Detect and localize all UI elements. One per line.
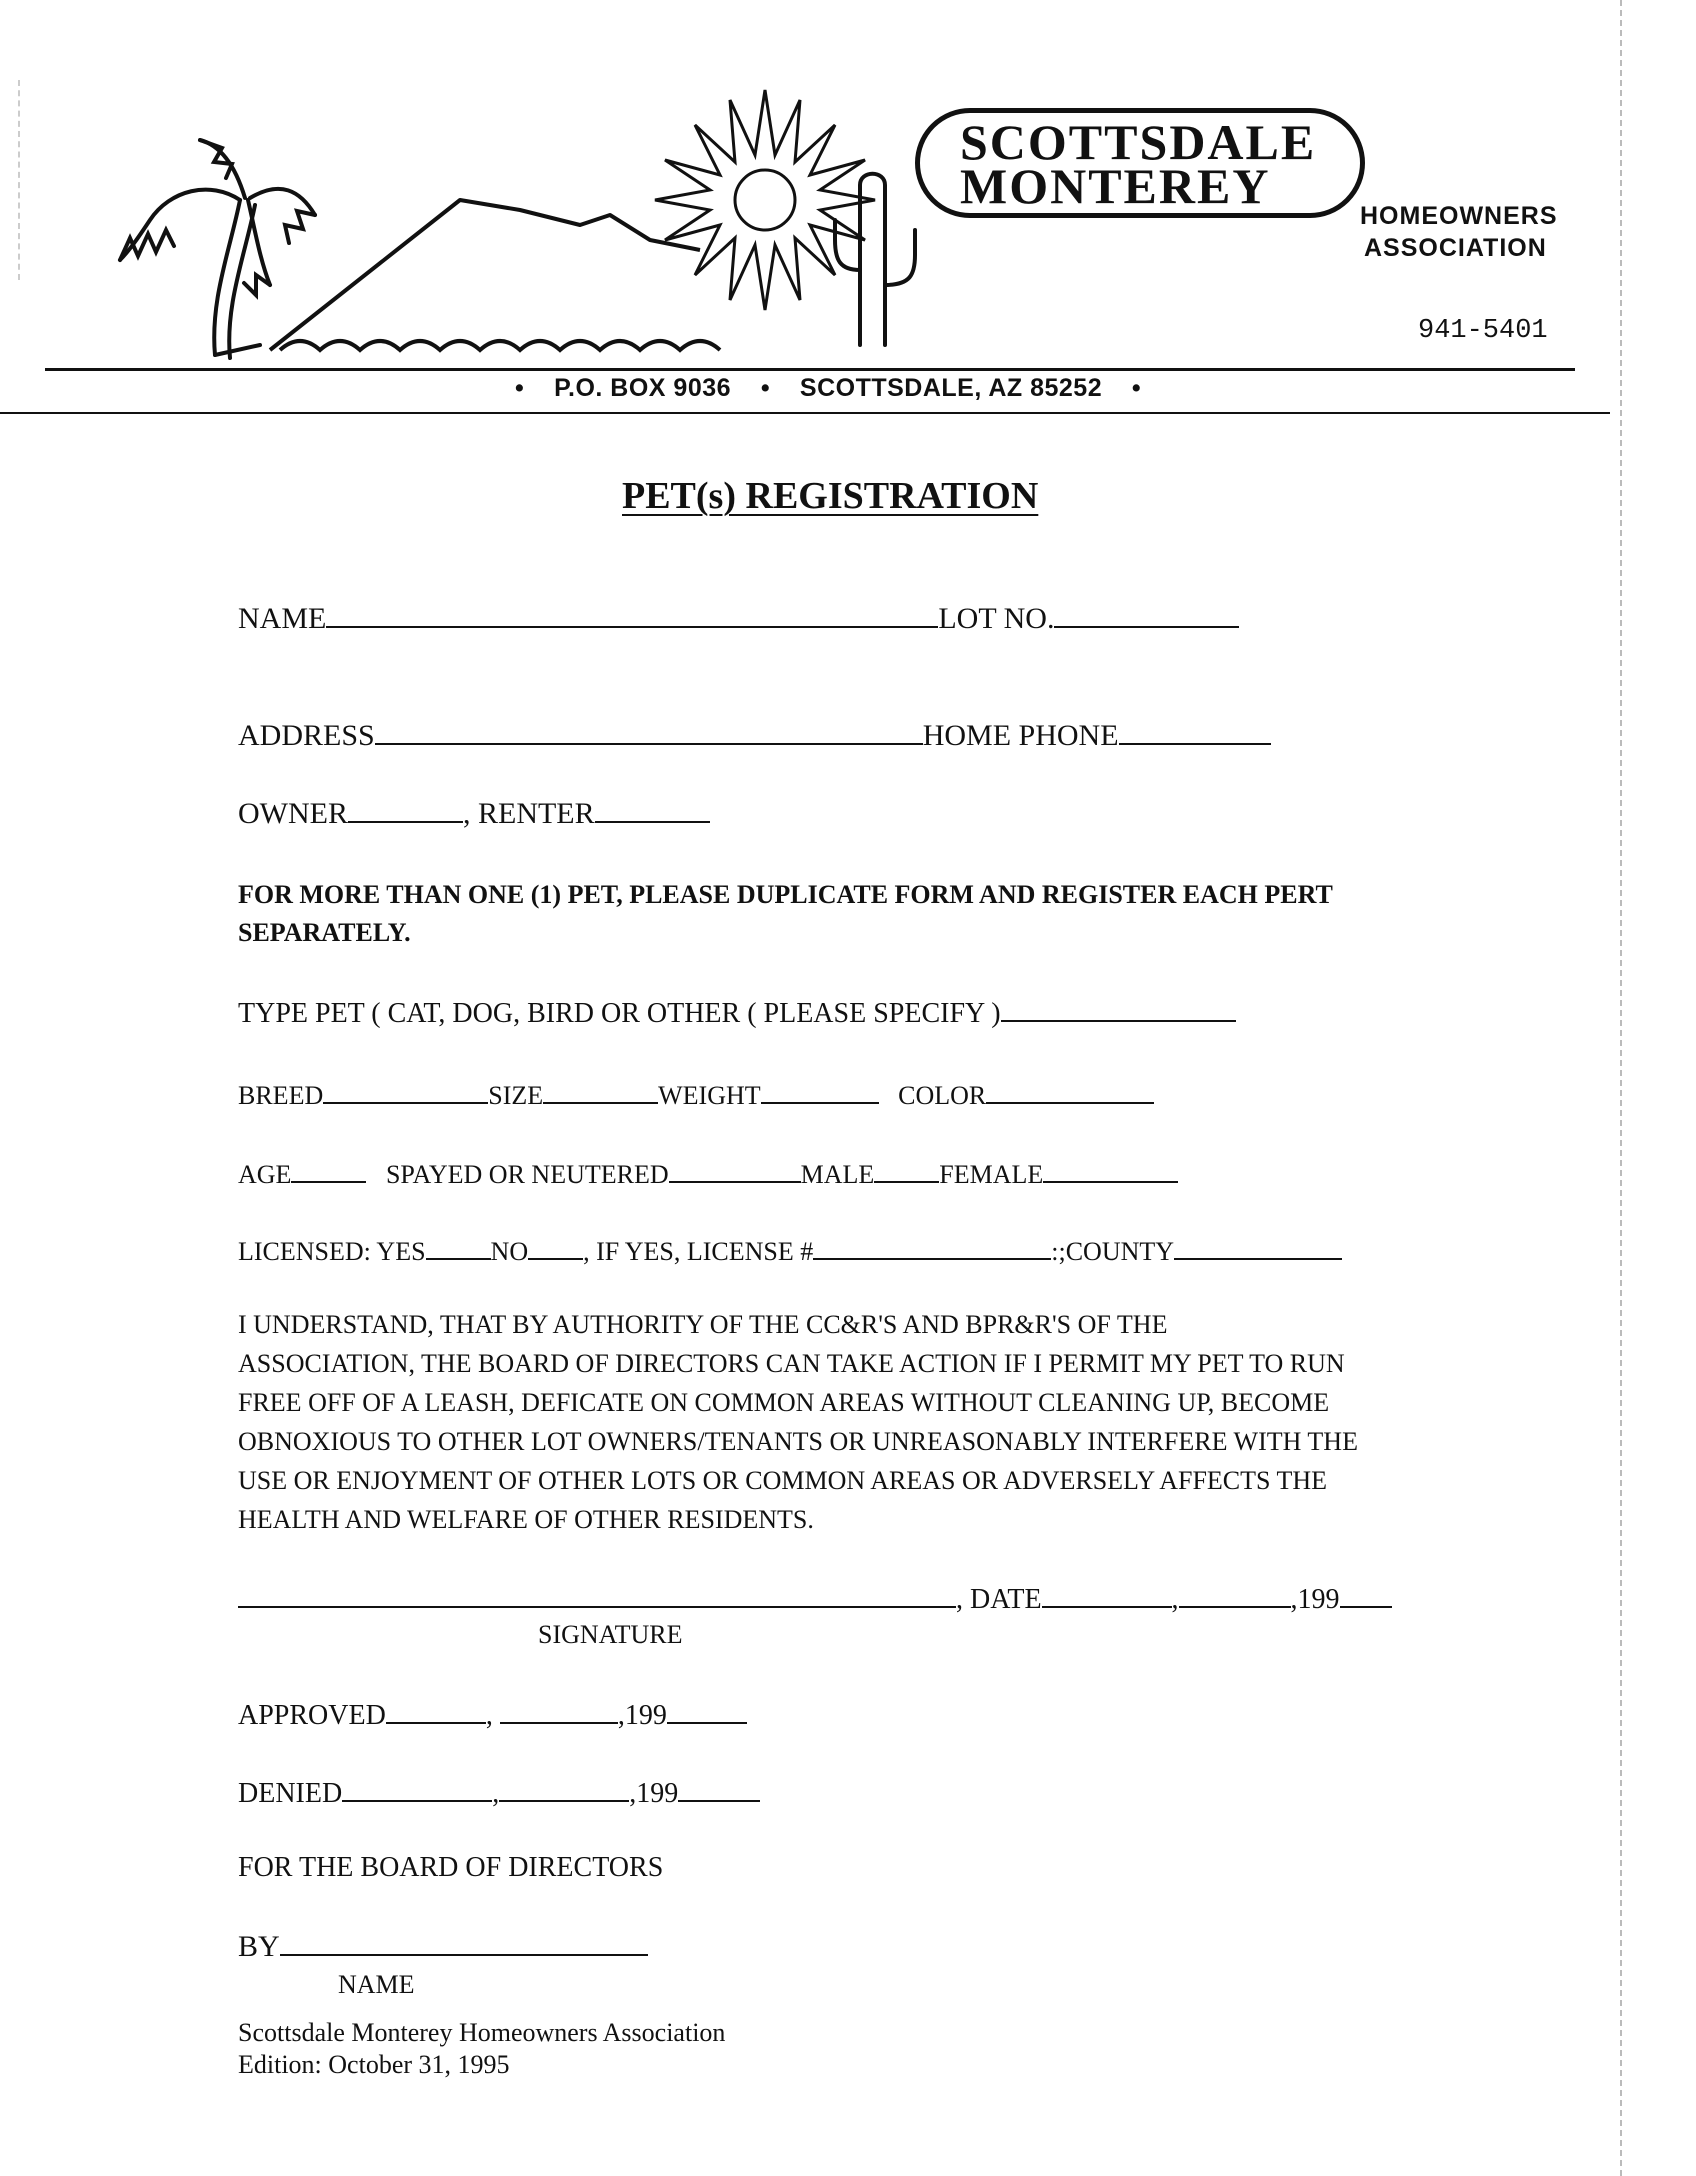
statement-line-2: ASSOCIATION, THE BOARD OF DIRECTORS CAN TAKE ACTION IF I PERMIT MY PET TO RUN: [238, 1349, 1345, 1378]
brand-name-line1: SCOTTSDALE: [960, 114, 1317, 170]
statement-line-6: HEALTH AND WELFARE OF OTHER RESIDENTS.: [238, 1505, 814, 1534]
waves-icon: [280, 341, 720, 350]
denied-label: DENIED: [238, 1778, 343, 1809]
city-state-zip: SCOTTSDALE, AZ 85252: [799, 374, 1103, 402]
denied-day-field[interactable]: [499, 1774, 629, 1802]
address-field[interactable]: [375, 717, 923, 745]
female-field[interactable]: [1043, 1155, 1178, 1183]
licensed-no-label: NO: [490, 1237, 529, 1266]
licensed-no-field[interactable]: [528, 1232, 583, 1260]
owner-field[interactable]: [348, 795, 463, 823]
address-bar: [515, 374, 1141, 403]
breed-row: [238, 1076, 1154, 1111]
name-label: NAME: [238, 602, 327, 635]
type-pet-row: [238, 994, 1236, 1030]
weight-field[interactable]: [761, 1076, 879, 1104]
spayed-label: SPAYED OR NEUTERED: [385, 1160, 669, 1189]
brand-name-line2: MONTEREY: [960, 158, 1271, 214]
footer-org: Scottsdale Monterey Homeowners Association: [238, 2018, 726, 2047]
notice-line1: FOR MORE THAN ONE (1) PET, PLEASE DUPLICATE FORM AND REGISTER EACH PERT: [238, 880, 1333, 909]
home-phone-label: HOME PHONE: [922, 719, 1119, 752]
approved-label: APPROVED: [238, 1700, 386, 1731]
signature-caption: SIGNATURE: [538, 1620, 683, 1649]
size-label: SIZE: [488, 1081, 544, 1110]
address-row: [238, 717, 1271, 753]
approved-comma: ,: [485, 1700, 493, 1731]
weight-label: WEIGHT: [658, 1081, 761, 1110]
owner-label: OWNER: [238, 797, 348, 830]
notice-line2: SEPARATELY.: [238, 918, 411, 947]
breed-field[interactable]: [323, 1076, 488, 1104]
home-phone-field[interactable]: [1119, 717, 1271, 745]
mountain-icon: [270, 200, 700, 350]
licensed-yes-field[interactable]: [426, 1232, 491, 1260]
approved-row: [238, 1696, 747, 1732]
county-label: :;COUNTY: [1051, 1237, 1175, 1266]
name-caption: NAME: [338, 1970, 415, 1999]
header-rule-bottom: [0, 412, 1610, 414]
renter-field[interactable]: [595, 795, 710, 823]
name-field[interactable]: [326, 600, 938, 628]
age-label: AGE: [238, 1160, 292, 1189]
age-row: [238, 1155, 1178, 1190]
header-rule-top: [45, 368, 1575, 371]
approved-year-prefix: ,199: [617, 1700, 667, 1731]
address-label: ADDRESS: [238, 719, 375, 752]
name-row: [238, 600, 1239, 636]
age-field[interactable]: [291, 1155, 366, 1183]
board-label: FOR THE BOARD OF DIRECTORS: [238, 1852, 664, 1883]
by-label: BY: [238, 1930, 280, 1963]
county-field[interactable]: [1174, 1232, 1342, 1260]
license-number-label: , IF YES, LICENSE #: [583, 1237, 814, 1266]
statement-line-4: OBNOXIOUS TO OTHER LOT OWNERS/TENANTS OR UNREASONABLY INTERFERE WITH THE: [238, 1427, 1358, 1456]
licensed-row: [238, 1232, 1342, 1267]
type-pet-field[interactable]: [1001, 994, 1236, 1022]
denied-month-field[interactable]: [342, 1774, 492, 1802]
denied-year-field[interactable]: [678, 1774, 760, 1802]
statement-line-1: I UNDERSTAND, THAT BY AUTHORITY OF THE CC&R'S AND BPR&R'S OF THE: [238, 1310, 1168, 1339]
size-field[interactable]: [543, 1076, 658, 1104]
header-phone: 941-5401: [1418, 316, 1548, 346]
licensed-yes-label: LICENSED: YES: [238, 1237, 426, 1266]
lot-field[interactable]: [1054, 600, 1239, 628]
renter-label: , RENTER: [462, 797, 595, 830]
by-row: [238, 1928, 648, 1964]
denied-comma: ,: [492, 1778, 500, 1809]
bullet-icon: •: [1131, 374, 1142, 402]
color-field[interactable]: [986, 1076, 1154, 1104]
color-label: COLOR: [898, 1081, 987, 1110]
bullet-icon: •: [515, 374, 525, 402]
type-pet-label: TYPE PET ( CAT, DOG, BIRD OR OTHER ( PLEASE SPECIFY ): [238, 998, 1001, 1029]
date-month-field[interactable]: [1042, 1580, 1172, 1608]
signature-date-row: [238, 1580, 1392, 1616]
by-name-field[interactable]: [280, 1928, 648, 1956]
brand-badge: [915, 108, 1365, 218]
po-box: P.O. BOX 9036: [554, 374, 732, 402]
approved-day-field[interactable]: [500, 1696, 618, 1724]
date-comma: ,: [1171, 1584, 1179, 1615]
palm-tree-icon: [120, 140, 315, 358]
letterhead-logo: [40, 70, 920, 370]
breed-label: BREED: [238, 1081, 324, 1110]
form-title: PET(s) REGISTRATION: [622, 475, 1039, 517]
signature-field[interactable]: [238, 1580, 956, 1608]
statement-line-3: FREE OFF OF A LEASH, DEFICATE ON COMMON AREAS WITHOUT CLEANING UP, BECOME: [238, 1388, 1330, 1417]
male-field[interactable]: [874, 1155, 939, 1183]
approved-year-field[interactable]: [667, 1696, 747, 1724]
statement-line-5: USE OR ENJOYMENT OF OTHER LOTS OR COMMON AREAS OR ADVERSELY AFFECTS THE: [238, 1466, 1328, 1495]
owner-renter-row: [238, 795, 710, 831]
date-year-prefix: ,199: [1290, 1584, 1340, 1615]
date-day-field[interactable]: [1179, 1580, 1291, 1608]
left-edge-marks: [18, 80, 20, 280]
female-label: FEMALE: [939, 1160, 1044, 1189]
spayed-field[interactable]: [669, 1155, 801, 1183]
denied-year-prefix: ,199: [629, 1778, 679, 1809]
association-line1: HOMEOWNERS: [1360, 202, 1558, 230]
right-edge-marks: [1620, 0, 1622, 2176]
footer-edition: Edition: October 31, 1995: [238, 2050, 510, 2079]
denied-row: [238, 1774, 760, 1810]
license-number-field[interactable]: [813, 1232, 1051, 1260]
approved-month-field[interactable]: [386, 1696, 486, 1724]
association-line2: ASSOCIATION: [1364, 234, 1547, 262]
date-label: , DATE: [956, 1584, 1042, 1615]
lot-label: LOT NO.: [938, 602, 1055, 635]
bullet-icon: •: [760, 374, 771, 402]
date-year-field[interactable]: [1340, 1580, 1392, 1608]
male-label: MALE: [800, 1160, 875, 1189]
sun-icon: [655, 90, 875, 310]
